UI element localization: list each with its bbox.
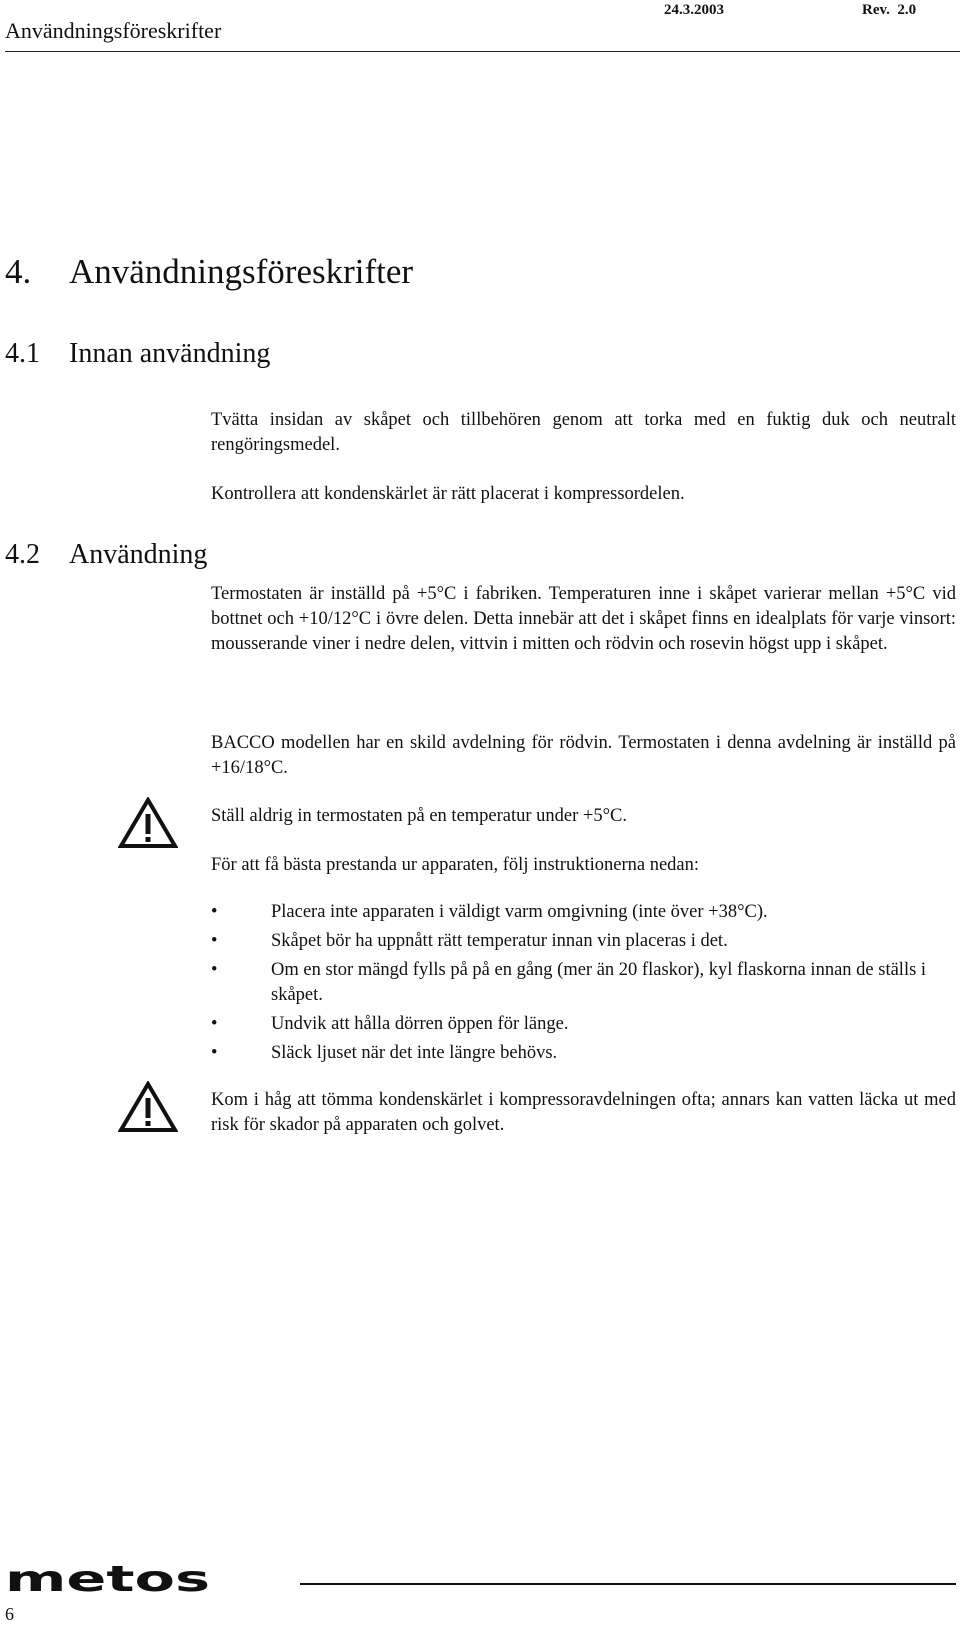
footer-rule xyxy=(300,1583,956,1585)
chapter-title: Användningsföreskrifter xyxy=(69,252,414,291)
paragraph: BACCO modellen har en skild avdelning för rödvin. Termostaten i denna avdelning är inställd på +16/18°C. xyxy=(211,733,956,778)
instruction-list xyxy=(211,900,956,1070)
warning-triangle-icon xyxy=(118,797,178,849)
section-number: 4.2 xyxy=(5,539,40,570)
paragraph: Tvätta insidan av skåpet och tillbehören genom att torka med en fuktig duk och neutralt rengöringsmedel. xyxy=(211,410,956,455)
section-title: Användning xyxy=(69,539,208,570)
metos-logo xyxy=(5,1565,215,1593)
list-item: • Släck ljuset när det inte längre behövs. xyxy=(211,1041,956,1066)
running-header-title: Användningsföreskrifter xyxy=(5,18,222,43)
header-date: 24.3.2003 xyxy=(664,2,724,18)
bullet-icon: • xyxy=(211,931,218,951)
svg-text:metos: metos xyxy=(5,1565,210,1593)
bullet-icon: • xyxy=(211,1014,218,1034)
paragraph: Kontrollera att kondenskärlet är rätt placerat i kompressordelen. xyxy=(211,484,685,504)
header-revision: Rev. 2.0 xyxy=(862,2,917,18)
list-item: • Skåpet bör ha uppnått rätt temperatur innan vin placeras i det. xyxy=(211,929,956,954)
chapter-heading xyxy=(5,252,413,292)
section-title: Innan användning xyxy=(69,338,271,369)
list-item: • Om en stor mängd fylls på på en gång (mer än 20 flaskor), kyl flaskorna innan de ställs i skåpet. xyxy=(211,960,927,1005)
bullet-icon: • xyxy=(211,902,218,922)
header-rule xyxy=(5,51,960,52)
bullet-icon: • xyxy=(211,1043,218,1063)
paragraph: Termostaten är inställd på +5°C i fabriken. Temperaturen inne i skåpet varierar mellan +5°C vid bottnet och +10/12°C i övre delen. Detta innebär att det i skåpet finns en idealplats för varje vinsort: mousserande viner i nedre delen, vittvin i mitten och rödvin och rosevin högst upp i skåpet. xyxy=(211,584,956,654)
section-heading-4-1 xyxy=(5,338,270,370)
section-number: 4.1 xyxy=(5,338,40,369)
warning-text: Kom i håg att tömma kondenskärlet i kompressoravdelningen ofta; annars kan vatten läcka ut med risk för skador på apparaten och golvet. xyxy=(211,1090,956,1135)
warning-text: Ställ aldrig in termostaten på en temperatur under +5°C. xyxy=(211,806,627,826)
section-heading-4-2 xyxy=(5,539,207,571)
page-number: 6 xyxy=(5,1604,14,1624)
instructions-intro: För att få bästa prestanda ur apparaten, följ instruktionerna nedan: xyxy=(211,855,700,875)
list-item: • Placera inte apparaten i väldigt varm omgivning (inte över +38°C). xyxy=(211,900,956,925)
chapter-number: 4. xyxy=(5,252,32,291)
bullet-icon: • xyxy=(211,960,218,980)
list-item: • Undvik att hålla dörren öppen för länge. xyxy=(211,1012,956,1037)
warning-triangle-icon xyxy=(118,1081,178,1133)
